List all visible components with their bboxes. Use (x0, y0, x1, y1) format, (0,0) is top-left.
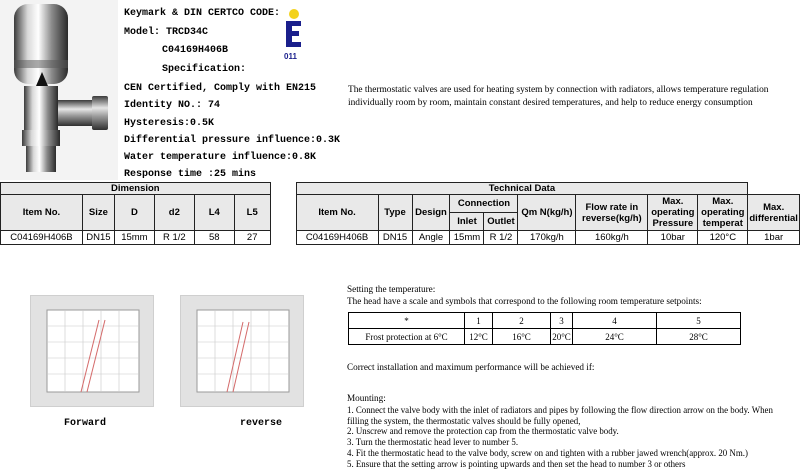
setpoint-header: * (349, 313, 465, 329)
setpoint-value: Frost protection at 6°C (349, 329, 465, 345)
header-qm: Qm N(kg/h) (518, 195, 576, 231)
product-description: The thermostatic valves are used for heating system by connection with radiators, allows temperature regulation individually room by room, maintain constant desired temperatures, and help to reduce energy consumption (348, 85, 769, 108)
mounting-step: 2. Unscrew and remove the protection cap from the thermostatic valve body. (347, 426, 619, 437)
header-l5: L5 (234, 195, 270, 231)
mounting-step: 1. Connect the valve body with the inlet of radiators and pipes by following the flow direction arrow on the body. When filling the system, the thermostatic valves should be fully opened, (347, 405, 773, 426)
cell-d: 15mm (114, 231, 154, 245)
cell-max-diff: 1bar (748, 231, 800, 245)
cen-line: CEN Certified, Comply with EN215 (124, 83, 317, 94)
setpoint-header: 4 (573, 313, 657, 329)
reverse-chart-image (180, 295, 304, 407)
cell-flow-rate: 160kg/h (576, 231, 648, 245)
header-design: Design (412, 195, 450, 231)
correct-installation-text: Correct installation and maximum performance will be achieved if: (347, 362, 595, 372)
cell-design: Angle (412, 231, 450, 245)
mounting-step: 4. Fit the thermostatic head to the valve body, screw on and tighten with a rubber jawed wrench(approx. 20 Nm.) (347, 447, 748, 458)
cell-d2: R 1/2 (154, 231, 194, 245)
response-line: Response time :25 mins (124, 169, 257, 180)
cell-max-temp: 120°C (698, 231, 748, 245)
setpoint-table (348, 312, 741, 345)
setting-subtitle: The head have a scale and symbols that correspond to the following room temperature setpoints: (347, 296, 702, 306)
certification-line: Keymark & DIN CERTCO CODE: (124, 8, 281, 19)
header-l4: L4 (194, 195, 234, 231)
header-d2: d2 (154, 195, 194, 231)
header-size: Size (82, 195, 114, 231)
setpoint-value: 16°C (493, 329, 551, 345)
setpoint-value: 24°C (573, 329, 657, 345)
identity-line: Identity NO.: 74 (124, 100, 221, 111)
code-line: C04169H406B (162, 45, 229, 56)
header-inlet: Inlet (450, 213, 484, 231)
forward-chart-image (30, 295, 154, 407)
header-d: D (114, 195, 154, 231)
header-type: Type (378, 195, 412, 231)
setpoint-header: 1 (465, 313, 493, 329)
cell-max-pressure: 10bar (648, 231, 698, 245)
spec-table (0, 182, 800, 245)
cell-outlet: R 1/2 (484, 231, 518, 245)
cell-l5: 27 (234, 231, 270, 245)
forward-chart-label: Forward (64, 418, 107, 429)
water-temp-line: Water temperature influence:0.8K (124, 152, 317, 163)
cell-l4: 58 (194, 231, 234, 245)
header-outlet: Outlet (484, 213, 518, 231)
mounting-step: 3. Turn the thermostatic head lever to number 5. (347, 437, 519, 448)
header-max-temp: Max. operating temperat (698, 195, 748, 231)
setpoint-value: 12°C (465, 329, 493, 345)
dimension-group-header: Dimension (1, 183, 271, 195)
technical-group-header: Technical Data (296, 183, 748, 195)
cell-item-no-2: C04169H406B (296, 231, 378, 245)
cell-size: DN15 (82, 231, 114, 245)
model-line: Model: TRCD34C (124, 27, 209, 38)
header-item-no: Item No. (1, 195, 83, 231)
cell-item-no: C04169H406B (1, 231, 83, 245)
logo-number: 011 (284, 52, 297, 61)
connection-group-header: Connection (450, 195, 518, 213)
header-max-pressure: Max. operating Pressure (648, 195, 698, 231)
cell-inlet: 15mm (450, 231, 484, 245)
table-row (1, 231, 800, 245)
setpoint-value: 28°C (657, 329, 741, 345)
cell-qm: 170kg/h (518, 231, 576, 245)
specification-line: Specification: (162, 64, 247, 75)
setting-title: Setting the temperature: (347, 284, 436, 294)
cell-type: DN15 (378, 231, 412, 245)
hysteresis-line: Hysteresis:0.5K (124, 118, 215, 129)
header-flow-rate: Flow rate in reverse(kg/h) (576, 195, 648, 231)
product-photo (0, 0, 118, 180)
header-item-no-2: Item No. (296, 195, 378, 231)
setpoint-value: 20°C (551, 329, 573, 345)
setpoint-header: 3 (551, 313, 573, 329)
reverse-chart-label: reverse (240, 418, 283, 429)
mounting-step: 5. Ensure that the setting arrow is pointing upwards and then set the head to number 3 or others (347, 458, 686, 469)
setpoint-header: 2 (493, 313, 551, 329)
setpoint-header: 5 (657, 313, 741, 329)
mounting-steps (347, 405, 793, 469)
header-max-diff: Max. differential (748, 195, 800, 231)
diff-pressure-line: Differential pressure influence:0.3K (124, 135, 341, 146)
mounting-title: Mounting: (347, 393, 386, 403)
